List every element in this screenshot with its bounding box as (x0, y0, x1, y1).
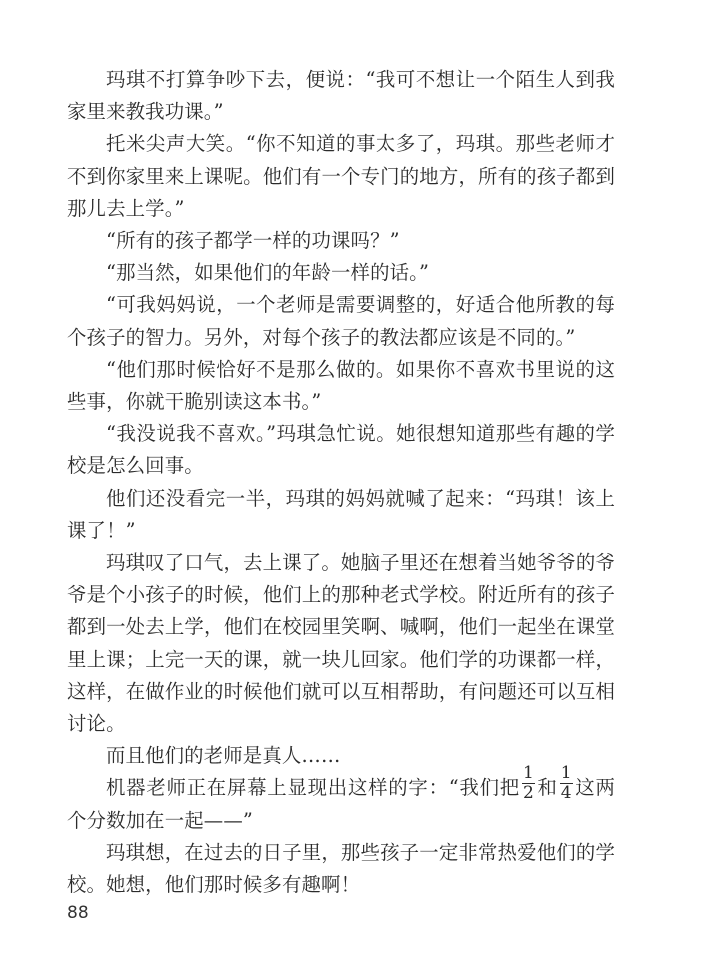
paragraph: “可我妈妈说，一个老师是需要调整的，好适合他所教的每个孩子的智力。另外，对每个孩子的教法都应该是不同的。” (67, 293, 615, 349)
paragraph: 而且他们的老师是真人…… (106, 744, 341, 768)
fraction-one-quarter (560, 762, 573, 803)
fraction-text-middle: 和 (536, 776, 558, 800)
paragraph: 玛琪不打算争吵下去，便说：“我可不想让一个陌生人到我家里来教我功课。” (67, 68, 615, 124)
fraction-numerator: 1 (560, 762, 572, 783)
paragraph: “所有的孩子都学一样的功课吗？” (106, 229, 400, 253)
fraction-paragraph (67, 762, 615, 836)
fraction-one-half (522, 762, 535, 803)
fraction-denominator: 4 (560, 782, 572, 803)
fraction-numerator: 1 (522, 762, 534, 783)
paragraph: “他们那时候恰好不是那么做的。如果你不喜欢书里说的这些事，你就干脆别读这本书。” (67, 357, 615, 414)
fraction-text-after: 这两个分数加在一起——” (67, 776, 615, 832)
paragraph: “我没说我不喜欢。”玛琪急忙说。她很想知道那些有趣的学校是怎么回事。 (67, 422, 615, 478)
fraction-denominator: 2 (522, 782, 534, 803)
fraction-text-before: 机器老师正在屏幕上显现出这样的字：“我们把 (106, 776, 520, 800)
paragraph: 玛琪想，在过去的日子里，那些孩子一定非常热爱他们的学校。她想，他们那时候多有趣啊！ (67, 840, 615, 897)
page-number: 88 (67, 903, 89, 923)
book-page-body (67, 64, 615, 901)
paragraph: 玛琪叹了口气，去上课了。她脑子里还在想着当她爷爷的爷爷是个小孩子的时候，他们上的那种老式学校。附近所有的孩子都到一处去上学，他们在校园里笑啊、喊啊，他们一起坐在课堂里上课；上完一天的课，就一块儿回家。他们学的功课都一样，这样，在做作业的时候他们就可以互相帮助，有问题还可以互相讨论。 (67, 551, 615, 736)
paragraph: 他们还没看完一半，玛琪的妈妈就喊了起来：“玛琪！该上课了！” (67, 486, 615, 542)
paragraph: “那当然，如果他们的年龄一样的话。” (106, 261, 430, 285)
paragraph: 托米尖声大笑。“你不知道的事太多了，玛琪。那些老师才不到你家里来上课呢。他们有一个专门的地方，所有的孩子都到那儿去上学。” (67, 132, 615, 220)
